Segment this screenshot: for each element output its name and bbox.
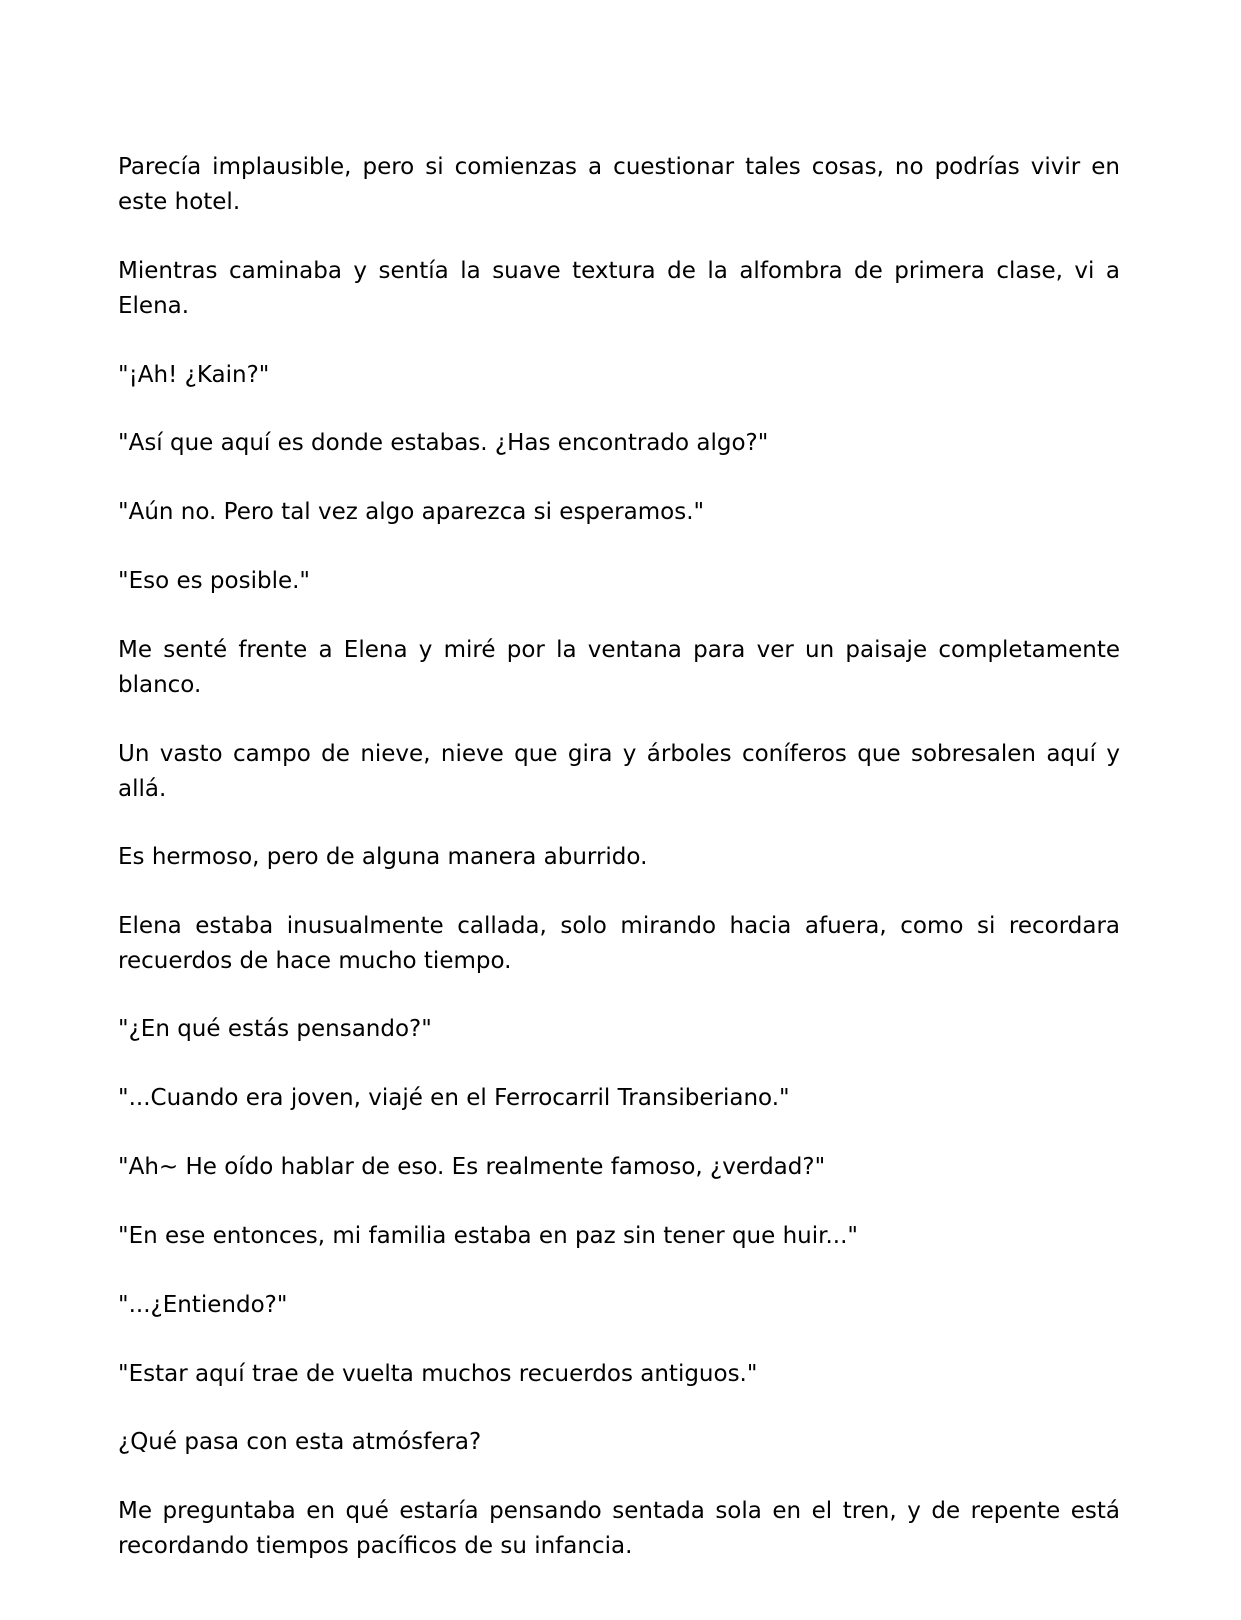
paragraph-17: ¿Qué pasa con esta atmósfera? bbox=[118, 1429, 482, 1455]
paragraph-9: Es hermoso, pero de alguna manera aburrido. bbox=[118, 844, 648, 870]
paragraph-3: "¡Ah! ¿Kain?" bbox=[118, 362, 270, 388]
paragraph-16: "Estar aquí trae de vuelta muchos recuerdos antiguos." bbox=[118, 1361, 758, 1387]
paragraph-6: "Eso es posible." bbox=[118, 568, 310, 594]
paragraph-5: "Aún no. Pero tal vez algo aparezca si esperamos." bbox=[118, 499, 705, 525]
paragraph-18: Me preguntaba en qué estaría pensando sentada sola en el tren, y de repente está recordando tiempos pacíficos de su infancia. bbox=[118, 1498, 1120, 1559]
paragraph-10: Elena estaba inusualmente callada, solo mirando hacia afuera, como si recordara recuerdos de hace mucho tiempo. bbox=[118, 913, 1120, 974]
paragraph-13: "Ah~ He oído hablar de eso. Es realmente famoso, ¿verdad?" bbox=[118, 1154, 826, 1180]
paragraph-1: Parecía implausible, pero si comienzas a cuestionar tales cosas, no podrías vivir en este hotel. bbox=[118, 154, 1120, 215]
paragraph-11: "¿En qué estás pensando?" bbox=[118, 1016, 432, 1042]
paragraph-12: "...Cuando era joven, viajé en el Ferrocarril Transiberiano." bbox=[118, 1085, 790, 1111]
paragraph-15: "...¿Entiendo?" bbox=[118, 1292, 288, 1318]
paragraph-8: Un vasto campo de nieve, nieve que gira y árboles coníferos que sobresalen aquí y allá. bbox=[118, 741, 1120, 802]
paragraph-7: Me senté frente a Elena y miré por la ventana para ver un paisaje completamente blanco. bbox=[118, 637, 1120, 698]
paragraph-4: "Así que aquí es donde estabas. ¿Has encontrado algo?" bbox=[118, 430, 769, 456]
paragraph-14: "En ese entonces, mi familia estaba en paz sin tener que huir..." bbox=[118, 1223, 858, 1249]
paragraph-2: Mientras caminaba y sentía la suave textura de la alfombra de primera clase, vi a Elena. bbox=[118, 258, 1120, 319]
